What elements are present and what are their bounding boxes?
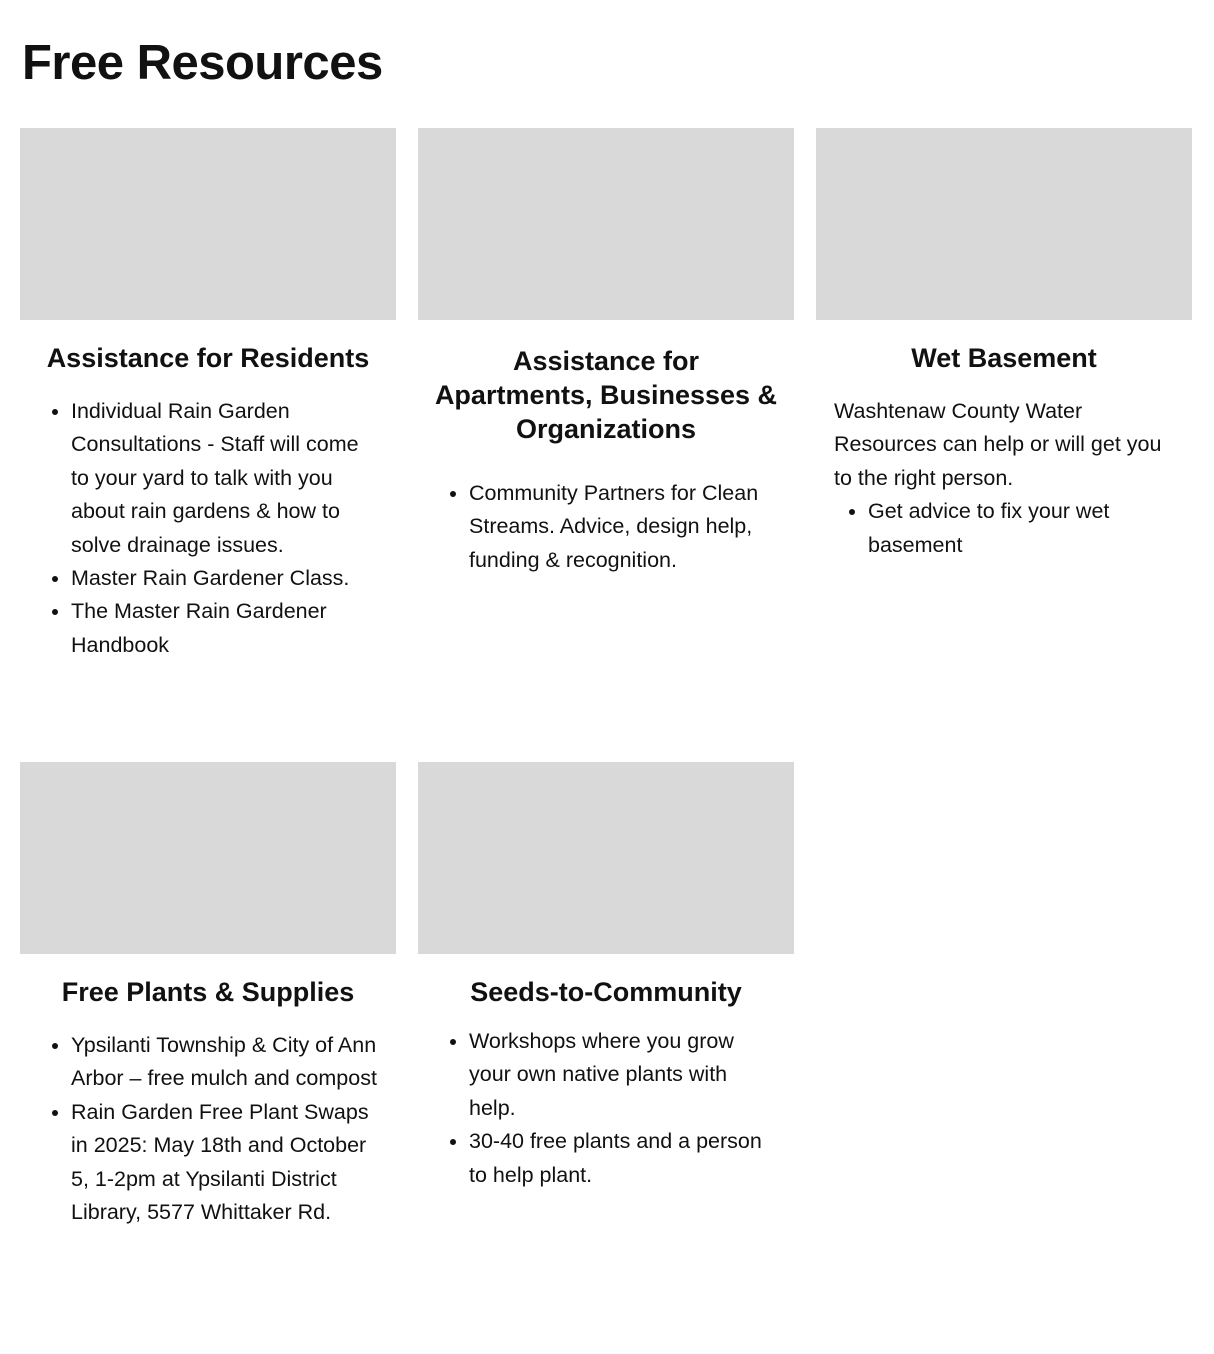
list-item: • Ypsilanti Township & City of Ann Arbor – free mulch and compost [71, 1029, 380, 1096]
list-item: • The Master Rain Gardener Handbook [71, 595, 380, 662]
card-title[interactable]: Wet Basement [911, 343, 1097, 373]
card-list [20, 1029, 396, 1229]
card-title[interactable]: Free Plants & Supplies [61, 977, 355, 1007]
list-item: • Community Partners for Clean Streams. Advice, design help, funding & recognition. [469, 477, 778, 577]
resource-card-residents[interactable] [20, 128, 396, 728]
card-image-placeholder[interactable] [20, 762, 396, 954]
list-item: • Individual Rain Garden Consultations - Staff will come to your yard to talk with you about rain gardens & how to solve drainage issues. [71, 395, 380, 562]
list-item: • 30-40 free plants and a person to help plant. [469, 1125, 778, 1192]
card-image-placeholder[interactable] [418, 128, 794, 320]
resource-card-wet-basement[interactable] [816, 128, 1192, 562]
list-item: • Workshops where you grow your own native plants with help. [469, 1025, 778, 1125]
card-title[interactable]: Assistance for Apartments, Businesses & Organizations [434, 346, 778, 444]
card-title[interactable]: Seeds-to-Community [470, 977, 742, 1007]
card-image-placeholder[interactable] [816, 128, 1192, 320]
resource-card-seeds-to-community[interactable] [418, 762, 794, 1192]
resource-card-apartments[interactable] [418, 128, 794, 577]
list-item: • Get advice to fix your wet basement [868, 495, 1176, 562]
card-image-placeholder[interactable] [20, 128, 396, 320]
list-item: • Master Rain Gardener Class. [71, 562, 380, 595]
card-list [816, 495, 1192, 562]
card-list [418, 477, 794, 577]
card-title[interactable]: Assistance for Residents [46, 343, 370, 373]
card-image-placeholder[interactable] [418, 762, 794, 954]
list-item: • Rain Garden Free Plant Swaps in 2025: May 18th and October 5, 1-2pm at Ypsilanti District Library, 5577 Whittaker Rd. [71, 1096, 380, 1230]
resource-card-free-plants[interactable] [20, 762, 396, 1229]
card-list [418, 1025, 794, 1192]
page-title: Free Resources [22, 36, 383, 90]
card-intro-text: Washtenaw County Water Resources can help or will get you to the right person. [834, 399, 1162, 490]
card-list [20, 395, 396, 662]
